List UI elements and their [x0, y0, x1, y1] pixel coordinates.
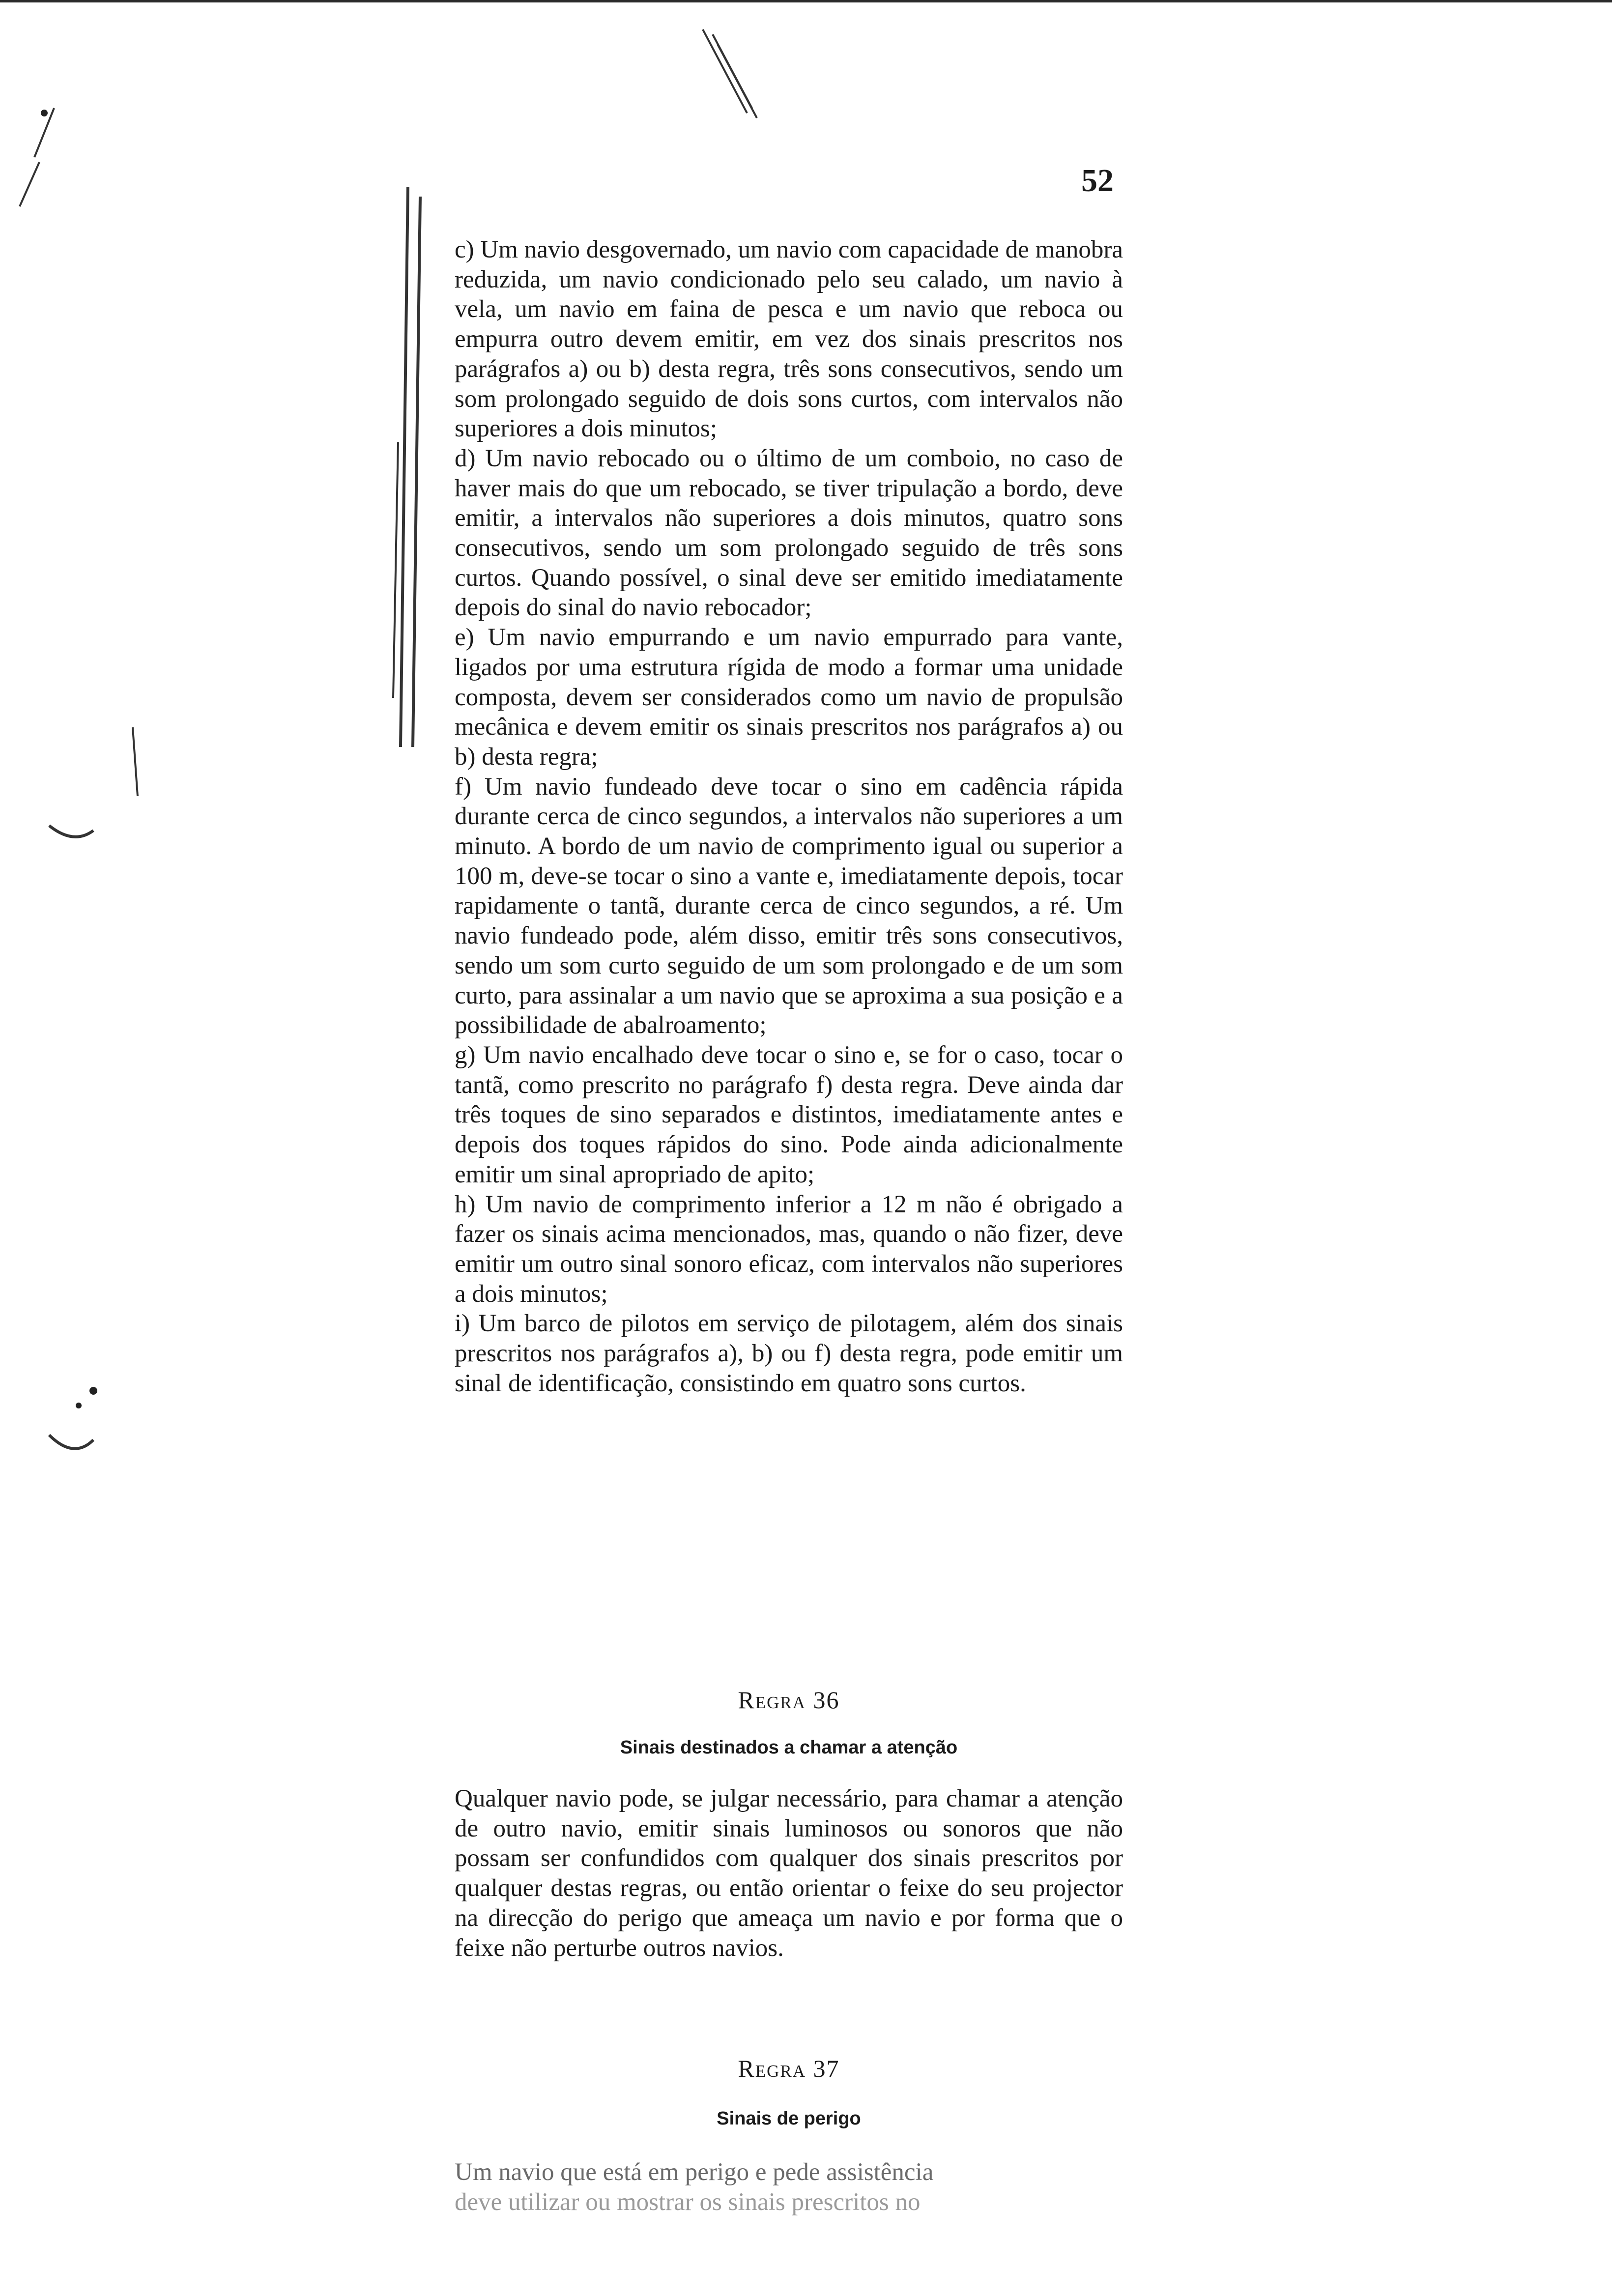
paragraph-e: e) Um navio empurrando e um navio empurrado para vante, ligados por uma estrutura rígida de modo a formar uma unidade composta, devem ser considerados como um navio de propulsão mecânica e devem emitir os sinais prescritos nos parágrafos a) ou b) desta regra; — [455, 624, 1123, 771]
rule37-subtitle: Sinais de perigo — [717, 2108, 861, 2129]
paragraph-g: g) Um navio encalhado deve tocar o sino e, se for o caso, tocar o tantã, como prescrito no parágrafo f) desta regra. Deve ainda dar três toques de sino separados e distintos, imediatamente antes e depois dos toques rápidos do sino. Pode ainda adicionalmente emitir um sinal apropriado de apito; — [455, 1041, 1123, 1188]
paragraph-f: f) Um navio fundeado deve tocar o sino em cadência rápida durante cerca de cinco segundos, a intervalos não superiores a um minuto. A bordo de um navio de comprimento igual ou superior a 100 m, deve-se tocar o sino a vante e, imediatamente depois, tocar rapidamente o tantã, durante cerca de cinco segundos, a ré. Um navio fundeado pode, além disso, emitir três sons consecutivos, sendo um som curto seguido de um som prolongado e de um som curto, para assinalar a um navio que se aproxima a sua posição e a possibilidade de abalroamento; — [455, 773, 1123, 1039]
paragraph-d: d) Um navio rebocado ou o último de um comboio, no caso de haver mais do que um rebocado, se tiver tripulação a bordo, deve emitir, a intervalos não superiores a dois minutos, quatro sons consecutivos, sendo um som prolongado seguido de três sons curtos. Quando possível, o sinal deve ser emitido imediatamente depois do sinal do navio rebocador; — [455, 444, 1123, 622]
paragraph-c: c) Um navio desgovernado, um navio com capacidade de manobra reduzida, um navio condicionado pelo seu calado, um navio à vela, um navio em faina de pesca e um navio que reboca ou empurra outro devem emitir, em vez dos sinais prescritos nos parágrafos a) ou b) desta regra, três sons consecutivos, sendo um som prolongado seguido de dois sons curtos, com intervalos não superiores a dois minutos; — [455, 236, 1123, 443]
rule36-subtitle: Sinais destinados a chamar a atenção — [620, 1737, 958, 1758]
rule37-body-line1: Um navio que está em perigo e pede assistência — [455, 2158, 934, 2186]
paragraph-h: h) Um navio de comprimento inferior a 12 m não é obrigado a fazer os sinais acima mencionados, mas, quando o não fizer, deve emitir um outro sinal sonoro eficaz, com intervalos não superiores a dois minutos; — [455, 1190, 1123, 1308]
rule36-heading: Regra 36 — [738, 1686, 840, 1714]
scan-stroke — [703, 29, 747, 113]
page-number: 52 — [1081, 163, 1114, 199]
rule37-heading: Regra 37 — [738, 2055, 840, 2082]
rule35-continuation — [455, 235, 1123, 1398]
paragraph-i: i) Um barco de pilotos em serviço de pilotagem, além dos sinais prescritos nos parágrafos a), b) ou f) desta regra, pode emitir um sinal de identificação, consistindo em quatro sons curtos. — [455, 1310, 1123, 1397]
rule37-body-line2: deve utilizar ou mostrar os sinais prescritos no — [455, 2188, 921, 2216]
rule36-section — [455, 1784, 1123, 1963]
rule36-body: Qualquer navio pode, se julgar necessário, para chamar a atenção de outro navio, emitir sinais luminosos ou sonoros que não possam ser confundidos com qualquer dos sinais prescritos por qualquer destas regras, ou então orientar o feixe do seu projector na direcção do perigo que ameaça um navio e por forma que o feixe não perturbe outros navios. — [455, 1785, 1123, 1962]
rule37-section — [455, 2157, 1123, 2217]
